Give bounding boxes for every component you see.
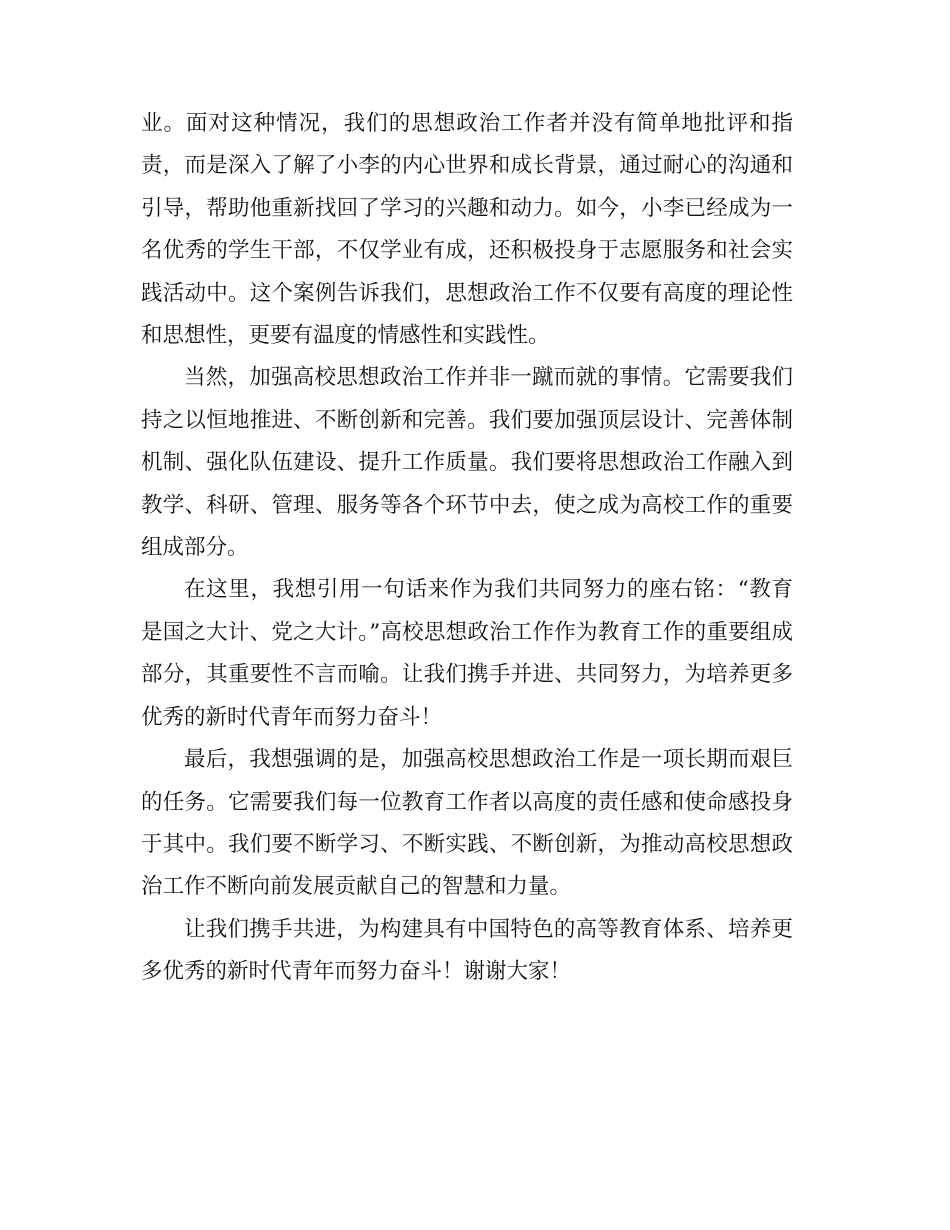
- paragraph: 最后，我想强调的是，加强高校思想政治工作是一项长期而艰巨的任务。它需要我们每一位教育工作者以高度的责任感和使命感投身于其中。我们要不断学习、不断实践、不断创新，为推动高校思想政治工作不断向前发展贡献自己的智慧和力量。: [141, 747, 793, 900]
- paragraph: 在这里，我想引用一句话来作为我们共同努力的座右铭：“教育是国之大计、党之大计。”高校思想政治工作作为教育工作的重要组成部分，其重要性不言而喻。让我们携手并进、共同努力，为培养更多优秀的新时代青年而努力奋斗！: [141, 577, 793, 730]
- paragraph: 让我们携手共进，为构建具有中国特色的高等教育体系、培养更多优秀的新时代青年而努力奋斗！谢谢大家！: [141, 916, 793, 985]
- paragraph: 业。面对这种情况，我们的思想政治工作者并没有简单地批评和指责，而是深入了解了小李的内心世界和成长背景，通过耐心的沟通和引导，帮助他重新找回了学习的兴趣和动力。如今，小李已经成为一名优秀的学生干部，不仅学业有成，还积极投身于志愿服务和社会实践活动中。这个案例告诉我们，思想政治工作不仅要有高度的理论性和思想性，更要有温度的情感性和实践性。: [141, 111, 793, 349]
- paragraph: 当然，加强高校思想政治工作并非一蹴而就的事情。它需要我们持之以恒地推进、不断创新和完善。我们要加强顶层设计、完善体制机制、强化队伍建设、提升工作质量。我们要将思想政治工作融入到教学、科研、管理、服务等各个环节中去，使之成为高校工作的重要组成部分。: [141, 365, 793, 561]
- document-body: [141, 103, 793, 994]
